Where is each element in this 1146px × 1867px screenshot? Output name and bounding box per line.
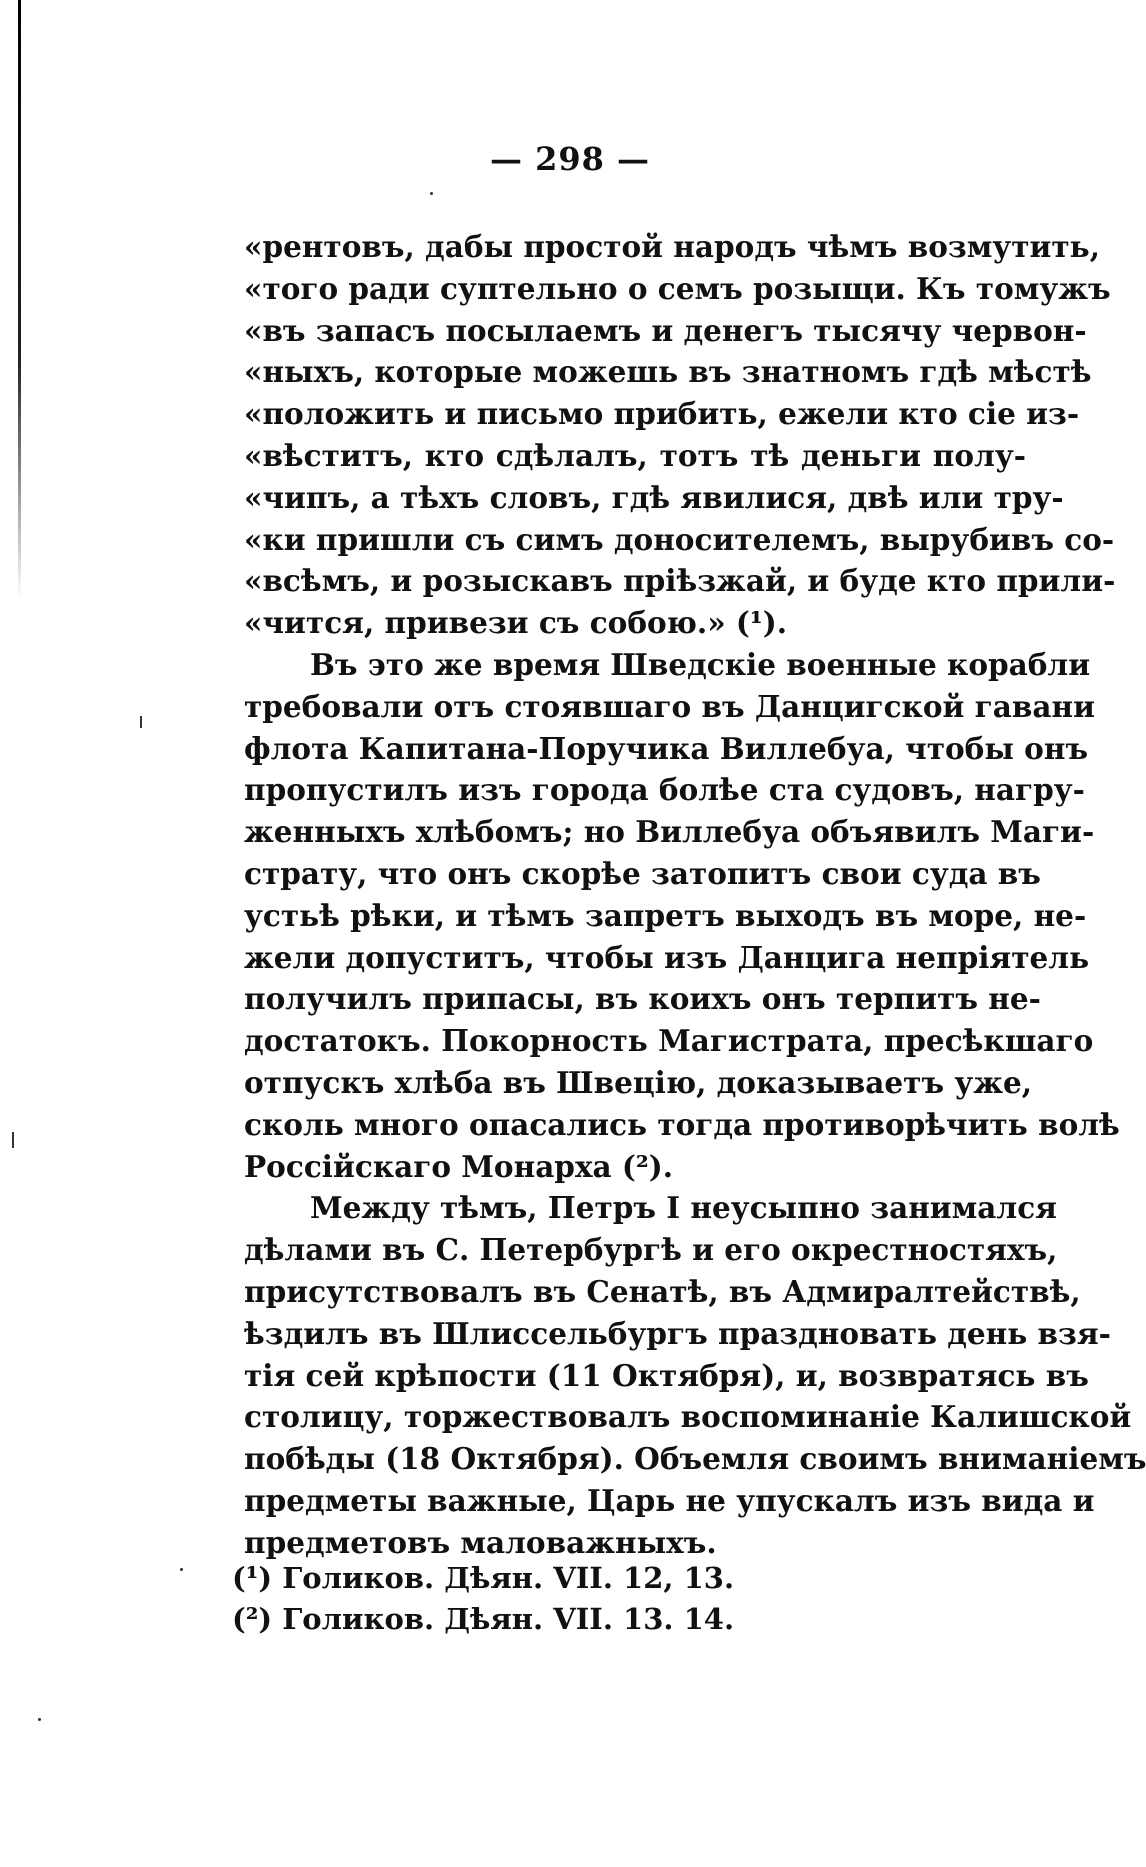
text-line: страту, что онъ скорѣе затопитъ свои суда въ <box>244 855 1041 891</box>
body-text <box>244 226 1146 1564</box>
text-line: «положить и письмо прибить, ежели кто сіе из- <box>244 396 1080 432</box>
footnote-2: (²) Голиков. Дѣян. VII. 13. 14. <box>232 1602 735 1636</box>
text-line: «ки пришли съ симъ доносителемъ, вырубивъ со- <box>244 521 1115 557</box>
scan-edge-line <box>18 0 21 600</box>
scan-speck <box>180 1568 183 1571</box>
scan-mark <box>140 716 142 728</box>
text-line: Россійскаго Монарха (²). <box>244 1148 674 1184</box>
scan-mark <box>12 1132 14 1148</box>
text-line: дѣлами въ С. Петербургѣ и его окрестностяхъ, <box>244 1232 1058 1268</box>
text-line: женныхъ хлѣбомъ; но Виллебуа объявилъ Маги- <box>244 814 1095 850</box>
text-line: сколь много опасались тогда противорѣчить волѣ <box>244 1106 1120 1142</box>
text-line: «чится, привези съ собою.» (¹). <box>244 605 788 641</box>
text-line: флота Капитана-Поручика Виллебуа, чтобы онъ <box>244 730 1089 766</box>
text-line: побѣды (18 Октября). Объемля своимъ вниманіемъ <box>244 1441 1146 1477</box>
text-line: предметовъ маловажныхъ. <box>244 1524 717 1560</box>
footnotes <box>232 1558 734 1640</box>
text-line: «рентовъ, дабы простой народъ чѣмъ возмутить, <box>244 229 1100 264</box>
scan-speck <box>38 1718 41 1721</box>
text-line: жели допуститъ, чтобы изъ Данцига непріятель <box>244 939 1090 975</box>
text-line: пропустилъ изъ города болѣе ста судовъ, нагру- <box>244 772 1085 808</box>
text-line: «въ запасъ посылаемъ и денегъ тысячу червон- <box>244 312 1087 348</box>
text-line: предметы важные, Царь не упускалъ изъ вида и <box>244 1482 1095 1518</box>
text-line: «всѣмъ, и розыскавъ пріѣзжай, и буде кто прили- <box>244 563 1116 599</box>
text-line: «вѣститъ, кто сдѣлалъ, тотъ тѣ деньги полу- <box>244 437 1026 473</box>
text-line: требовали отъ стоявшаго въ Данцигской гавани <box>244 688 1095 724</box>
text-line: ѣздилъ въ Шлиссельбургъ праздновать день взя- <box>244 1315 1111 1351</box>
scan-speck <box>430 192 433 195</box>
page-number: — 298 — <box>489 140 651 178</box>
text-line: Между тѣмъ, Петръ I неусыпно занимался <box>310 1190 1057 1226</box>
text-line: тія сей крѣпости (11 Октября), и, возвратясь въ <box>244 1357 1089 1393</box>
text-line: получилъ припасы, въ коихъ онъ терпитъ не- <box>244 981 1041 1017</box>
text-line: отпускъ хлѣба въ Швецію, доказываетъ уже, <box>244 1064 1033 1100</box>
text-line: достатокъ. Покорность Магистрата, пресѣкшаго <box>244 1023 1094 1059</box>
text-line: Въ это же время Шведскіе военные корабли <box>310 646 1091 682</box>
text-line: «ныхъ, которые можешь въ знатномъ гдѣ мѣстѣ <box>244 354 1092 390</box>
text-line: присутствовалъ въ Сенатѣ, въ Адмиралтействѣ, <box>244 1273 1081 1309</box>
text-line: «чипъ, а тѣхъ словъ, гдѣ явилися, двѣ или тру- <box>244 479 1064 515</box>
text-line: устьѣ рѣки, и тѣмъ запретъ выходъ въ море, не- <box>244 897 1087 933</box>
footnote-1: (¹) Голиков. Дѣян. VII. 12, 13. <box>232 1561 735 1595</box>
text-line: столицу, торжествовалъ воспоминаніе Калишской <box>244 1399 1132 1435</box>
text-line: «того ради суптельно о семъ розыщи. Къ томужъ <box>244 270 1111 306</box>
